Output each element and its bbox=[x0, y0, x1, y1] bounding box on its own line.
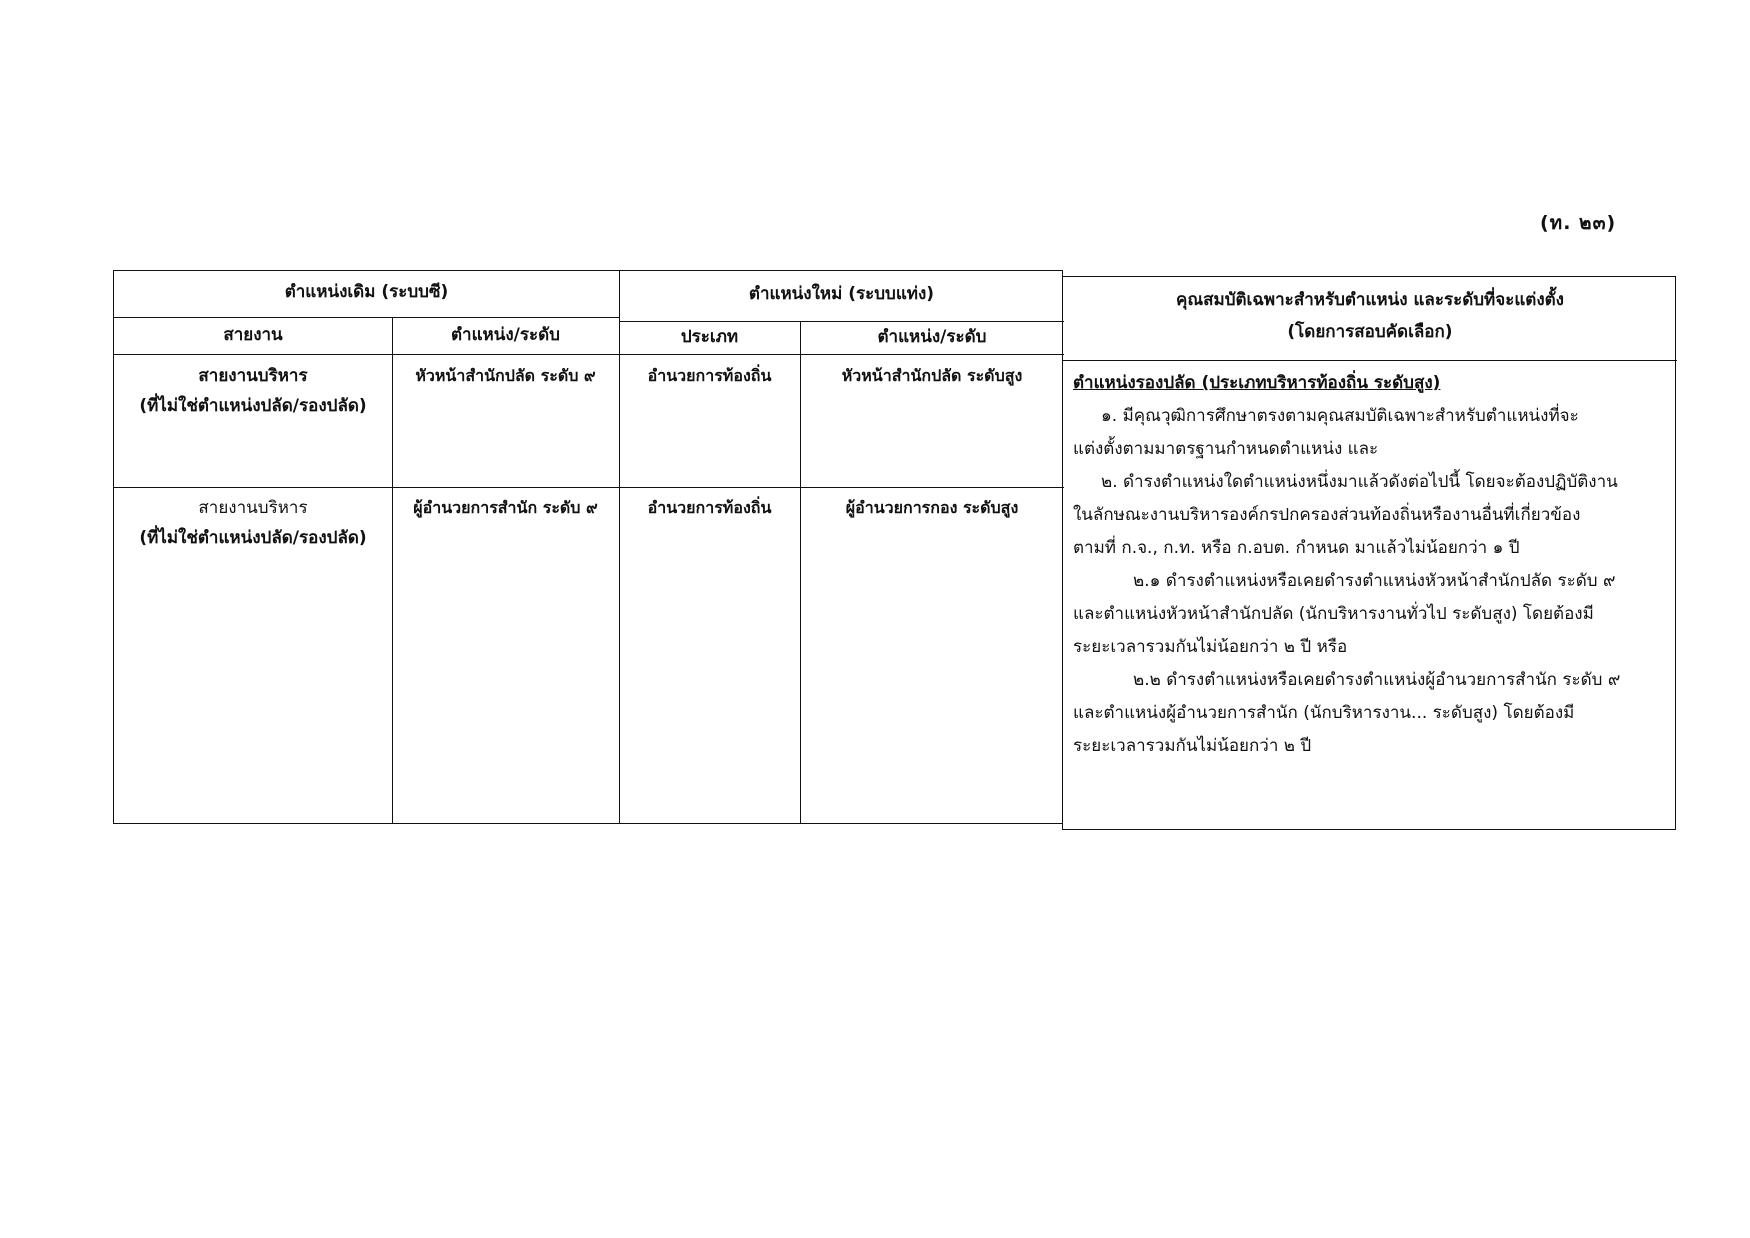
qualification-body bbox=[1073, 367, 1667, 763]
table-row-1-position-new: หัวหน้าสำนักปลัด ระดับสูง bbox=[841, 366, 1023, 385]
line-name: สายงานบริหาร bbox=[198, 498, 308, 518]
qualification-line: ๒. ดำรงตำแหน่งใดตำแหน่งหนึ่งมาแล้วดังต่อไปนี้ โดยจะต้องปฏิบัติงาน bbox=[1101, 472, 1618, 492]
line-name: สายงานบริหาร bbox=[198, 366, 308, 386]
table-row-1-type: อำนวยการท้องถิ่น bbox=[647, 366, 772, 385]
table-row-2-position-new: ผู้อำนวยการกอง ระดับสูง bbox=[845, 498, 1019, 517]
table-row-1-position-old: หัวหน้าสำนักปลัด ระดับ ๙ bbox=[415, 366, 596, 385]
table-row-2-line bbox=[114, 493, 392, 553]
row-divider bbox=[1063, 360, 1677, 361]
col-header-position-old: ตำแหน่ง/ระดับ bbox=[451, 325, 560, 345]
qualification-table bbox=[1062, 276, 1676, 830]
qualification-line: ๑. มีคุณวุฒิการศึกษาตรงตามคุณสมบัติเฉพาะสำหรับตำแหน่งที่จะ bbox=[1101, 406, 1579, 426]
table-row-2-type: อำนวยการท้องถิ่น bbox=[647, 498, 772, 517]
col-divider bbox=[392, 317, 393, 823]
table-row-1-line bbox=[114, 361, 392, 421]
qualification-line: ตามที่ ก.จ., ก.ท. หรือ ก.อบต. กำหนด มาแล้วไม่น้อยกว่า ๑ ปี bbox=[1073, 538, 1520, 558]
qualification-line: ระยะเวลารวมกันไม่น้อยกว่า ๒ ปี bbox=[1073, 736, 1312, 756]
header-new-position: ตำแหน่งใหม่ (ระบบแท่ง) bbox=[748, 284, 935, 304]
qualification-subheader: (โดยการสอบคัดเลือก) bbox=[1287, 322, 1453, 342]
qualification-line: ระยะเวลารวมกันไม่น้อยกว่า ๒ ปี หรือ bbox=[1073, 637, 1348, 657]
page-reference: (ท. ๒๓) bbox=[1540, 212, 1617, 234]
row-divider bbox=[114, 317, 619, 318]
qualification-title: ตำแหน่งรองปลัด (ประเภทบริหารท้องถิ่น ระดับสูง) bbox=[1073, 373, 1441, 393]
qualification-line: แต่งตั้งตามมาตรฐานกำหนดตำแหน่ง และ bbox=[1073, 439, 1379, 459]
row-divider bbox=[114, 354, 1064, 355]
line-note: (ที่ไม่ใช่ตำแหน่งปลัด/รองปลัด) bbox=[139, 528, 367, 548]
line-note: (ที่ไม่ใช่ตำแหน่งปลัด/รองปลัด) bbox=[139, 396, 367, 416]
position-mapping-table bbox=[113, 270, 1063, 824]
qualification-line: ๒.๒ ดำรงตำแหน่งหรือเคยดำรงตำแหน่งผู้อำนวยการสำนัก ระดับ ๙ bbox=[1133, 670, 1621, 690]
table-row-2-position-old: ผู้อำนวยการสำนัก ระดับ ๙ bbox=[413, 498, 598, 517]
qualification-line: และตำแหน่งหัวหน้าสำนักปลัด (นักบริหารงานทั่วไป ระดับสูง) โดยต้องมี bbox=[1073, 604, 1594, 624]
col-header-position-new: ตำแหน่ง/ระดับ bbox=[877, 327, 987, 347]
col-header-line: สายงาน bbox=[223, 325, 283, 345]
header-old-position: ตำแหน่งเดิม (ระบบซี) bbox=[284, 282, 449, 302]
row-divider bbox=[114, 487, 1064, 488]
col-header-type: ประเภท bbox=[680, 327, 739, 347]
qualification-line: และตำแหน่งผู้อำนวยการสำนัก (นักบริหารงาน... ระดับสูง) โดยต้องมี bbox=[1073, 703, 1575, 723]
qualification-line: ในลักษณะงานบริหารองค์กรปกครองส่วนท้องถิ่นหรืองานอื่นที่เกี่ยวข้อง bbox=[1073, 505, 1581, 525]
qualification-header: คุณสมบัติเฉพาะสำหรับตำแหน่ง และระดับที่จะแต่งตั้ง bbox=[1175, 290, 1564, 310]
qualification-line: ๒.๑ ดำรงตำแหน่งหรือเคยดำรงตำแหน่งหัวหน้าสำนักปลัด ระดับ ๙ bbox=[1133, 571, 1616, 591]
col-divider bbox=[800, 321, 801, 823]
